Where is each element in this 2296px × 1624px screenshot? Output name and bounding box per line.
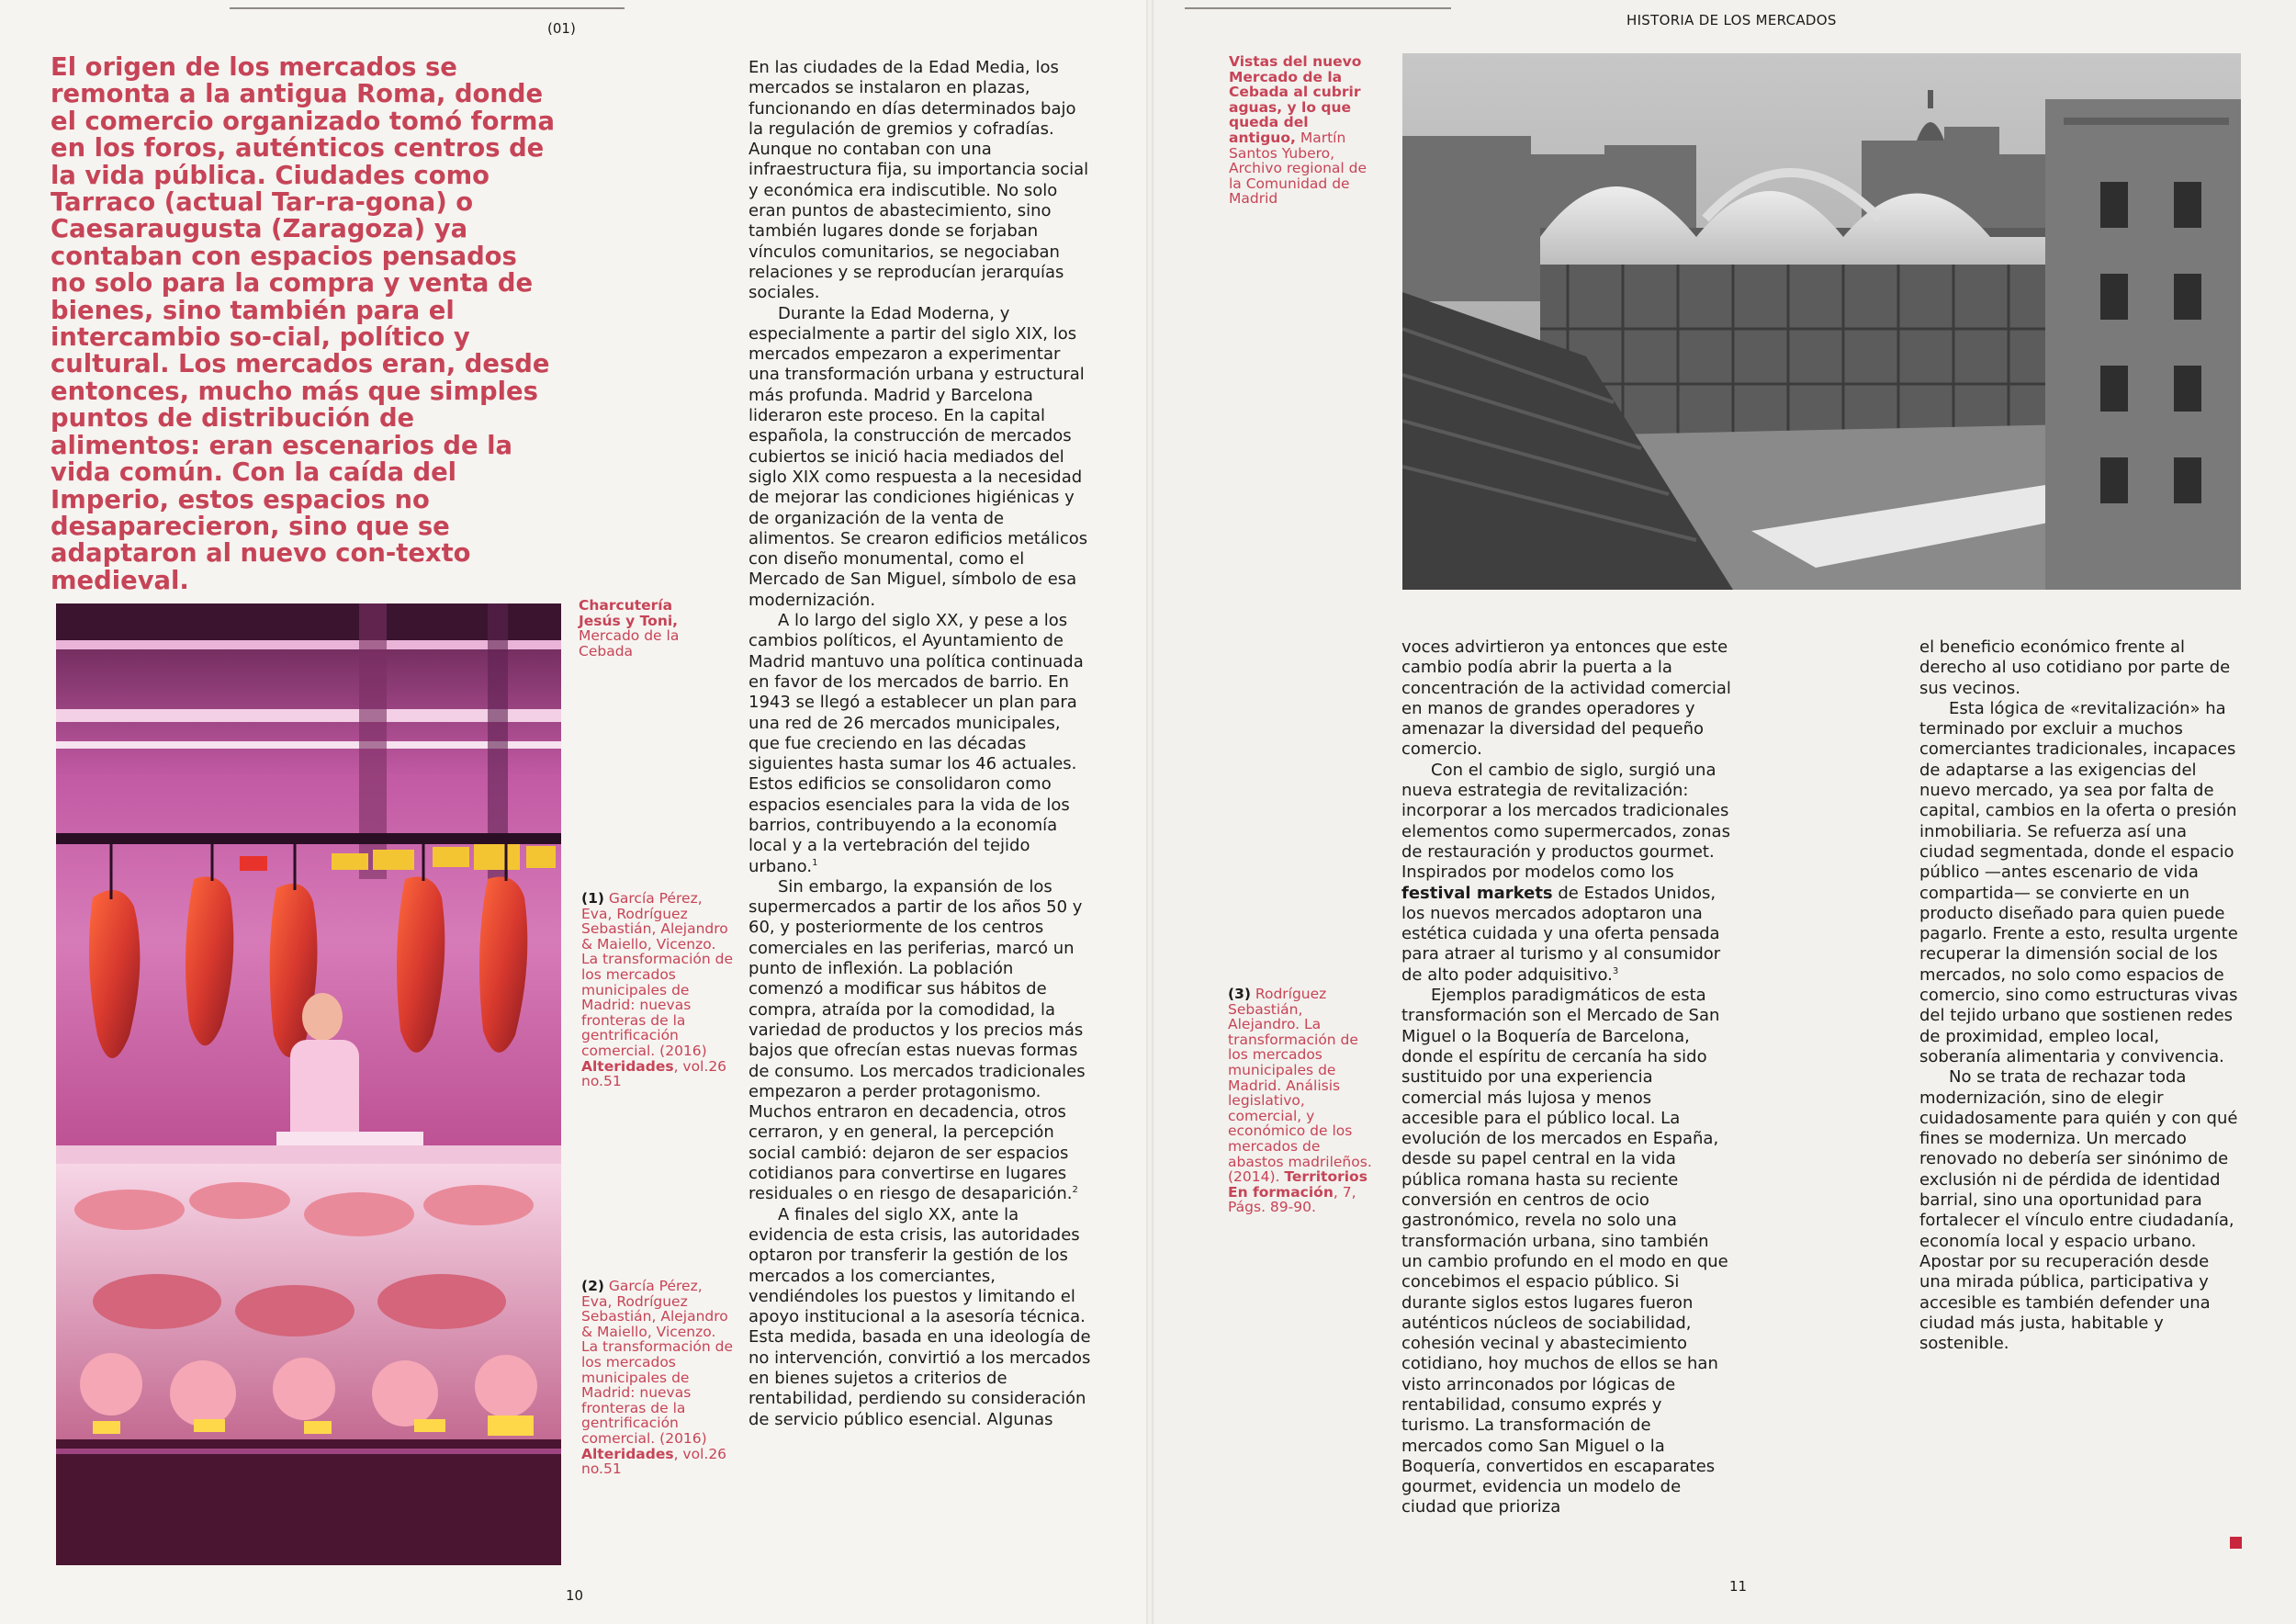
intro-paragraph: El origen de los mercados se remonta a la antigua Roma, donde el comercio organizado tomó forma en los foros, auténticos centros de la vida pública. Ciudades como Tarraco (actual Tar-ra-gona) o Caesaraugusta (Zaragoza) ya contaban con espacios pensados no solo para la compra y venta de bienes, sino también para el intercambio so-cial, político y cultural. Los mercados eran, desde entonces, mucho más que simples puntos de distribución de alimentos: eran escenarios de la vida común. Con la caída del Imperio, estos espacios no desaparecieron, sino que se adaptaron al nuevo con-texto medieval. <box>51 53 555 595</box>
footnote-2-tail: , vol.26 no.51 <box>581 1445 727 1478</box>
footnote-2-journal: Alteridades <box>581 1445 674 1462</box>
folio-left: 10 <box>566 1587 584 1604</box>
right-paragraph <box>1401 986 1732 1518</box>
footnote-1-text: García Pérez, Eva, Rodríguez Sebastián, Alejandro & Maiello, Vicenzo. La transformación de los mercados municipales de Madrid: nuevas fronteras de la gentrificación comercial. (2016) <box>581 890 733 1059</box>
right-paragraph <box>1919 637 2241 699</box>
left-paragraph <box>748 1205 1093 1430</box>
cebada-caption-credit: Martín Santos Yubero, Archivo regional de la Comunidad de Madrid <box>1229 129 1367 208</box>
footnote-3-number: (3) <box>1228 986 1251 1002</box>
left-paragraph-text: Sin embargo, la expansión de los supermercados a partir de los años 50 y 60, y posteriormente de los centros comerciales en las periferias, marcó un punto de inflexión. La población comenzó a modificar sus hábitos de compra, atraída por la comodidad, la variedad de productos y los precios más bajos que ofrecían estas nuevas formas de consumo. Los mercados tradicionales empezaron a perder protagonismo. Muchos entraron en decadencia, otros cerraron, y en general, la percepción social cambió: dejaron de ser espacios cotidianos para convertirse en lugares residuales o en riesgo de desaparición. <box>748 876 1086 1204</box>
cebada-market-illustration <box>1402 53 2241 590</box>
right-paragraph <box>1401 761 1732 986</box>
right-paragraph-text: No se trata de rechazar toda modernización, sino de elegir cuidadosamente para quién y con qué fines se moderniza. Un mercado renovado no debería ser sinónimo de exclusión ni de pérdida de identidad barrial, sino una oportunidad para fortalecer el vínculo entre ciudadanía, economía local y espacio urbano. Apostar por su recuperación desde una mirada pública, participativa y accesible es también defender una ciudad más justa, habitable y sostenible. <box>1919 1067 2238 1354</box>
right-paragraph-text: Ejemplos paradigmáticos de esta transformación son el Mercado de San Miguel o la Boquería de Barcelona, donde el espíritu de cercanía ha sido sustituido por una experiencia comercial más lujosa y menos accesible para el público local. La evolución de los mercados en España, desde su papel central en la vida pública romana hasta su reciente conversión en centros de ocio gastronómico, revela no solo una transformación urbana, sino también un cambio profundo en el modo en que concebimos el espacio público. Si durante siglos estos lugares fueron auténticos núcleos de sociabilidad, cohesión vecinal y abastecimiento cotidiano, hoy muchos de ellos se han visto arrinconados por lógicas de rentabilidad, consumo exprés y turismo. La transformación de mercados como San Miguel o la Boquería, convertidos en escaparates gourmet, evidencia un modelo de ciudad que prioriza <box>1401 986 1728 1517</box>
footnote-2-number: (2) <box>581 1278 604 1294</box>
page-gutter <box>1146 0 1154 1624</box>
cebada-market-photo <box>1402 53 2241 590</box>
footnote-1-journal: Alteridades <box>581 1057 674 1075</box>
footnote-3-text: Rodríguez Sebastián, Alejandro. La transformación de los mercados municipales de Madrid. Análisis legislativo, comercial, y económico de los mercados de abastos madrileños. (2014). <box>1228 986 1372 1186</box>
butcher-shop-illustration <box>56 603 561 1565</box>
footnote-1 <box>581 891 733 1089</box>
butcher-photo-caption <box>579 598 716 659</box>
footnote-2 <box>581 1279 733 1477</box>
footnote-3-journal: Territorios En formación <box>1228 1168 1367 1201</box>
footnote-1-tail: , vol.26 no.51 <box>581 1057 727 1090</box>
folio-right: 11 <box>1729 1578 1748 1595</box>
left-paragraph-text: En las ciudades de la Edad Media, los mercados se instalaron en plazas, funcionando en días determinados bajo la regulación de gremios y cofradías. Aunque no contaban con una infraestructura fija, su importancia social y económica era indiscutible. No solo eran puntos de abastecimiento, sino también lugares donde se forjaban vínculos comunitarios, se negociaban relaciones y se reproducían jerarquías sociales. <box>748 58 1089 303</box>
cebada-caption-title: Vistas del nuevo Mercado de la Cebada al cubrir aguas, y lo que queda del antiguo, <box>1229 53 1362 146</box>
left-paragraph-text: A finales del siglo XX, ante la evidencia de esta crisis, las autoridades optaron por transferir la gestión de los mercados a los comerciantes, vendiéndoles los puestos y limitando el apoyo institucional a la asesoría técnica. Esta medida, basada en una ideología de no intervención, convirtió a los mercados en bienes sujetos a criterios de rentabilidad, perdiendo su consideración de servicio público esencial. Algunas <box>748 1204 1091 1429</box>
butcher-shop-photo <box>56 603 561 1565</box>
right-paragraph-text: Esta lógica de «revitalización» ha terminado por excluir a muchos comerciantes tradicionales, incapaces de adaptarse a las exigencias del nuevo mercado, ya sea por falta de capital, cambios en la oferta o presión inmobiliaria. Se refuerza así una ciudad segmentada, donde el espacio público —antes escenario de vida compartida— se convierte en un producto diseñado para quien puede pagarlo. Frente a esto, resulta urgente recuperar la dimensión social de los mercados, no solo como espacios de comercio, sino como estructuras vivas del tejido urbano que sostienen redes de proximidad, empleo local, soberanía alimentaria y convivencia. <box>1919 698 2238 1066</box>
footnote-ref: 3 <box>1612 965 1619 976</box>
right-paragraph-text: de Estados Unidos, los nuevos mercados adoptaron una estética cuidada y una oferta pensada para atraer al turismo y al consumidor de alto poder adquisitivo. <box>1401 883 1721 985</box>
footnote-1-number: (1) <box>581 890 604 907</box>
footnote-ref: 2 <box>1072 1185 1078 1196</box>
left-paragraph <box>748 58 1093 304</box>
butcher-caption-title: Charcutería Jesús y Toni, <box>579 597 679 629</box>
footnote-2-text: García Pérez, Eva, Rodríguez Sebastián, Alejandro & Maiello, Vicenzo. La transformación de los mercados municipales de Madrid: nuevas fronteras de la gentrificación comercial. (2016) <box>581 1278 733 1447</box>
right-body-column-1 <box>1401 637 1732 1518</box>
right-paragraph <box>1401 637 1732 761</box>
left-paragraph-text: A lo largo del siglo XX, y pese a los cambios políticos, el Ayuntamiento de Madrid mantuvo una política continuada en favor de los mercados de barrio. En 1943 se llegó a establecer un plan para una red de 26 mercados municipales, que fue creciendo en las décadas siguientes hasta sumar los 46 actuales. Estos edificios se consolidaron como espacios esenciales para la vida de los barrios, contribuyendo a la economía local y a la vertebración del tejido urbano. <box>748 611 1084 876</box>
left-paragraph <box>748 304 1093 611</box>
footnote-3 <box>1228 987 1375 1215</box>
running-head: HISTORIA DE LOS MERCADOS <box>1626 12 1837 28</box>
left-paragraph-text: Durante la Edad Moderna, y especialmente a partir del siglo XIX, los mercados empezaron a experimentar una transformación urbana y estructural más profunda. Madrid y Barcelona lideraron este proceso. En la capital española, la construcción de mercados cubiertos se inició hacia mediados del siglo XIX como respuesta a la necesidad de mejorar las condiciones higiénicas y de organización de la venta de alimentos. Se crearon edificios metálicos con diseño monumental, como el Mercado de San Miguel, símbolo de esa modernización. <box>748 303 1088 610</box>
right-body-column-2 <box>1919 637 2241 1354</box>
right-paragraph-text: voces advirtieron ya entonces que este cambio podía abrir la puerta a la concentración de la actividad comercial en manos de grandes operadores y amenazar la diversidad del pequeño comercio. <box>1401 637 1731 760</box>
left-body-column <box>748 58 1093 1430</box>
left-paragraph <box>748 877 1093 1205</box>
top-rule-right <box>1185 7 1451 9</box>
right-paragraph-text: el beneficio económico frente al derecho al uso cotidiano por parte de sus vecinos. <box>1919 637 2231 698</box>
left-paragraph <box>748 611 1093 877</box>
right-paragraph-text: Con el cambio de siglo, surgió una nueva estrategia de revitalización: incorporar a los mercados tradicionales elementos como supermercados, zonas de restauración y productos gourmet. Inspirados por modelos como los <box>1401 760 1730 883</box>
footnote-3-tail: , 7, Págs. 89-90. <box>1228 1183 1356 1216</box>
end-of-article-mark <box>2230 1537 2242 1549</box>
footnote-ref: 1 <box>812 857 818 868</box>
cebada-photo-caption <box>1229 54 1367 207</box>
festival-markets-term: festival markets <box>1401 883 1553 903</box>
right-paragraph <box>1919 1067 2241 1354</box>
top-rule-left <box>230 7 625 9</box>
right-paragraph <box>1919 699 2241 1067</box>
section-number: (01) <box>547 20 576 37</box>
butcher-caption-place: Mercado de la Cebada <box>579 627 680 660</box>
